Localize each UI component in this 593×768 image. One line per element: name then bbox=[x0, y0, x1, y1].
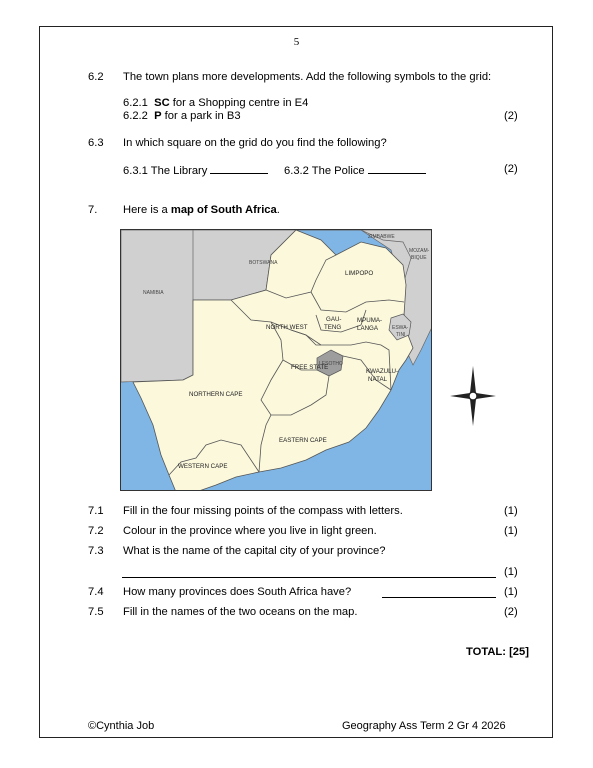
label-botswana: BOTSWANA bbox=[249, 260, 278, 266]
page-number: 5 bbox=[293, 36, 300, 48]
sub-question-text: 6.3.1 The Library bbox=[123, 165, 208, 177]
question-number: 7.2 bbox=[88, 525, 104, 537]
question-text: How many provinces does South Africa have? bbox=[123, 586, 352, 598]
sub-question-text: for a park in B3 bbox=[161, 110, 241, 122]
sub-question bbox=[123, 163, 268, 178]
question-text: Fill in the names of the two oceans on the map. bbox=[123, 606, 358, 618]
compass-rose-icon bbox=[450, 366, 496, 426]
question-number: 7.5 bbox=[88, 606, 104, 618]
question-text: In which square on the grid do you find the following? bbox=[123, 137, 387, 149]
sub-question-text: for a Shopping centre in E4 bbox=[169, 97, 309, 109]
question-number: 7.3 bbox=[88, 545, 104, 557]
south-africa-map bbox=[120, 229, 432, 491]
answer-line[interactable] bbox=[122, 577, 496, 578]
marks: (1) bbox=[504, 525, 518, 537]
answer-blank[interactable] bbox=[368, 163, 426, 174]
footer-right: Geography Ass Term 2 Gr 4 2026 bbox=[342, 720, 506, 732]
label-eastern-cape: EASTERN CAPE bbox=[279, 437, 327, 444]
label-limpopo: LIMPOPO bbox=[345, 270, 374, 277]
question-text-bold: map of South Africa bbox=[170, 204, 277, 216]
label-kwazulu-natal-1: KWAZULU- bbox=[366, 368, 399, 375]
label-gauteng-1: GAU- bbox=[326, 316, 342, 323]
sub-question-number: 6.2.1 bbox=[123, 97, 148, 109]
label-zimbabwe: ZIMBABWE bbox=[368, 234, 395, 240]
total-marks: TOTAL: [25] bbox=[466, 646, 529, 658]
label-mpumalanga-2: LANGA bbox=[357, 325, 378, 332]
question-text bbox=[123, 204, 280, 217]
question-number: 7.1 bbox=[88, 505, 104, 517]
label-mozambique-1: MOZAM- bbox=[409, 248, 430, 254]
answer-line[interactable] bbox=[382, 597, 496, 598]
label-gauteng-2: TENG bbox=[324, 324, 342, 331]
symbol-code: P bbox=[154, 110, 162, 122]
question-text-part: . bbox=[276, 204, 280, 216]
marks: (1) bbox=[504, 586, 518, 598]
sub-question-text: 6.3.2 The Police bbox=[284, 165, 365, 177]
question-number: 6.2 bbox=[88, 71, 104, 83]
label-north-west: NORTH WEST bbox=[266, 324, 308, 331]
label-mozambique-2: BIQUE bbox=[411, 255, 427, 261]
question-text-part: Here is a bbox=[123, 204, 171, 216]
marks: (2) bbox=[504, 163, 518, 175]
label-mpumalanga-1: MPUMA- bbox=[357, 317, 383, 324]
question-text: Colour in the province where you live in light green. bbox=[123, 525, 377, 537]
label-eswatini-1: ESWA- bbox=[392, 325, 409, 331]
label-western-cape: WESTERN CAPE bbox=[178, 463, 228, 470]
sub-question bbox=[123, 97, 308, 110]
marks: (2) bbox=[504, 110, 518, 122]
answer-blank[interactable] bbox=[210, 163, 268, 174]
symbol-code: SC bbox=[154, 97, 170, 109]
question-text: Fill in the four missing points of the compass with letters. bbox=[123, 505, 403, 517]
sub-question bbox=[123, 110, 241, 123]
label-eswatini-2: TINI bbox=[396, 332, 406, 338]
label-free-state: FREE STATE bbox=[291, 364, 329, 371]
footer-left: ©Cynthia Job bbox=[88, 720, 155, 732]
sub-question-number: 6.2.2 bbox=[123, 110, 148, 122]
map-svg bbox=[121, 230, 432, 491]
label-northern-cape: NORTHERN CAPE bbox=[189, 391, 243, 398]
marks: (2) bbox=[504, 606, 518, 618]
marks: (1) bbox=[504, 505, 518, 517]
sub-question bbox=[284, 163, 426, 178]
marks: (1) bbox=[504, 566, 518, 578]
question-number: 7. bbox=[88, 204, 98, 216]
question-number: 7.4 bbox=[88, 586, 104, 598]
question-text: The town plans more developments. Add the following symbols to the grid: bbox=[123, 71, 492, 83]
label-namibia: NAMIBIA bbox=[143, 290, 164, 296]
question-number: 6.3 bbox=[88, 137, 104, 149]
label-lesotho: LESOTHO bbox=[319, 361, 343, 367]
question-text: What is the name of the capital city of your province? bbox=[123, 545, 386, 557]
label-kwazulu-natal-2: NATAL bbox=[368, 376, 388, 383]
